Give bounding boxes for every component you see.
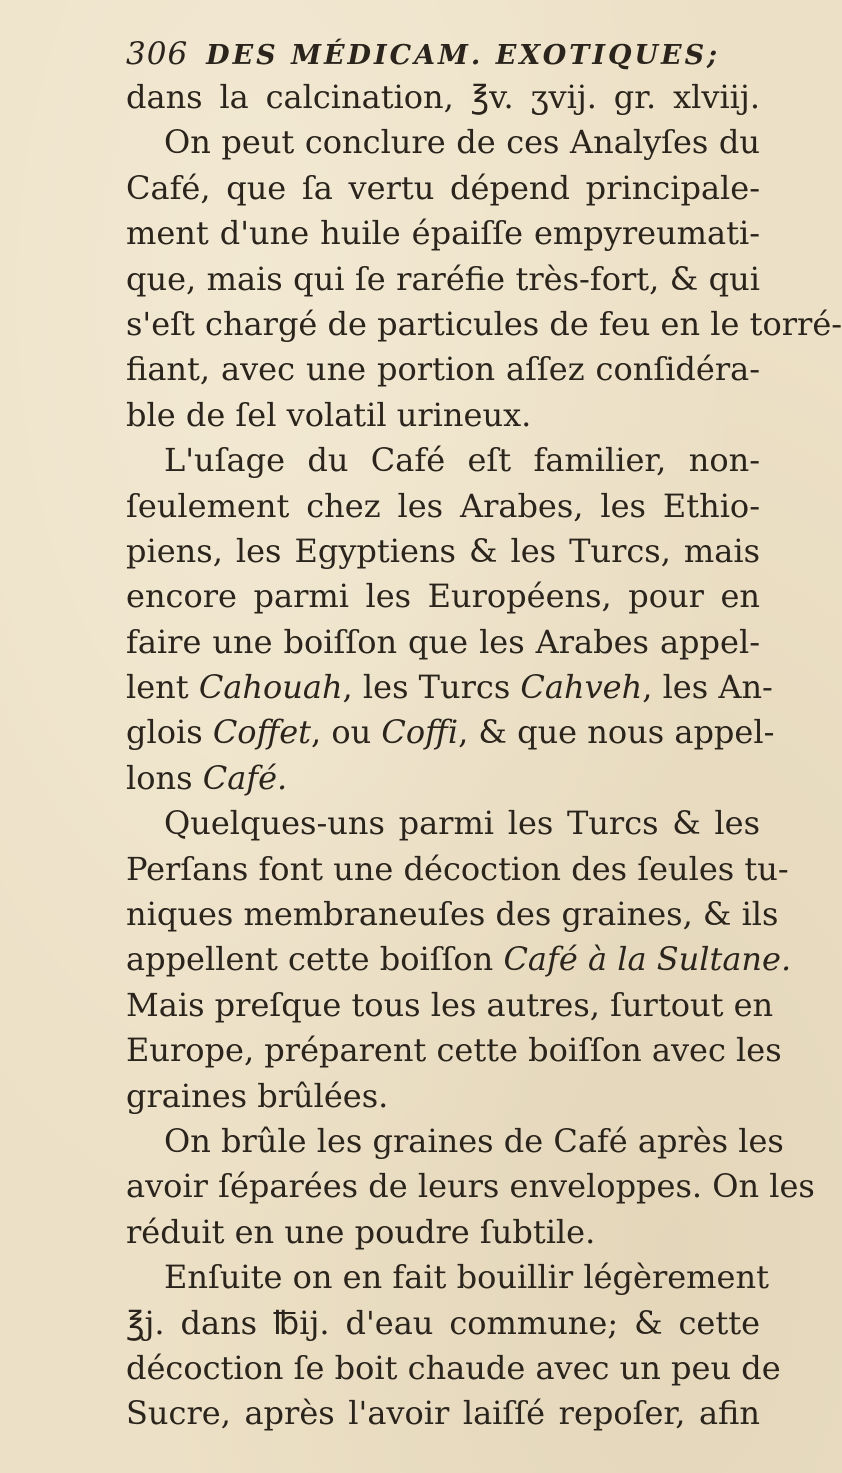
text-line: ℥j. dans ℔ij. d'eau commune; & cette bbox=[126, 1303, 760, 1342]
text-line: piens, les Egyptiens & les Turcs, mais bbox=[126, 531, 760, 570]
text-line: faire une boiſſon que les Arabes appel- bbox=[126, 622, 760, 661]
text-line: décoction ſe boit chaude avec un peu de bbox=[126, 1348, 781, 1387]
text-line: Europe, préparent cette boiſſon avec les bbox=[126, 1031, 782, 1070]
text-line: Mais preſque tous les autres, ſurtout en bbox=[126, 985, 774, 1024]
italic-term: Cahveh bbox=[520, 668, 643, 707]
text-line: L'uſage du Café eſt familier, non- bbox=[164, 441, 760, 480]
page-number: 306 bbox=[126, 36, 189, 72]
text-line: fiant, avec une portion aſſez conſidéra- bbox=[126, 350, 760, 389]
text-line: glois Coffet, ou Coffi, & que nous appel- bbox=[126, 713, 775, 752]
text-line: Perſans font une décoction des ſeules tu- bbox=[126, 849, 789, 888]
text-line: ble de ſel volatil urineux. bbox=[126, 395, 532, 434]
text-line: appellent cette boiſſon Café à la Sultane. bbox=[126, 940, 792, 979]
text-line: réduit en une poudre ſubtile. bbox=[126, 1212, 596, 1251]
text-line: Enſuite on en fait bouillir légèrement bbox=[164, 1258, 769, 1297]
text-line: On brûle les graines de Café après les bbox=[164, 1121, 784, 1160]
italic-term: Café à la Sultane. bbox=[503, 940, 792, 979]
text-line: dans la calcination, ℥v. ʒvij. gr. xlviij. bbox=[126, 78, 760, 116]
text-line: Quelques-uns parmi les Turcs & les bbox=[164, 804, 760, 843]
italic-term: Café. bbox=[202, 758, 288, 797]
running-title: DES MÉDICAM. EXOTIQUES; bbox=[206, 40, 721, 71]
text-line: avoir ſéparées de leurs enveloppes. On les bbox=[126, 1167, 815, 1206]
text-line: lons Café. bbox=[126, 758, 288, 797]
text-line: ſeulement chez les Arabes, les Ethio- bbox=[126, 486, 760, 525]
text-line: graines brûlées. bbox=[126, 1076, 389, 1115]
italic-term: Cahouah bbox=[198, 668, 343, 707]
running-header bbox=[126, 34, 760, 74]
text-line: Sucre, après l'avoir laiſſé repoſer, afin bbox=[126, 1394, 760, 1433]
text-line: s'eſt chargé de particules de feu en le torré- bbox=[126, 304, 842, 343]
text-line: lent Cahouah, les Turcs Cahveh, les An- bbox=[126, 668, 773, 707]
text-line: ment d'une huile épaiſſe empyreumati- bbox=[126, 214, 760, 253]
italic-term: Coffi bbox=[381, 713, 459, 752]
italic-term: Coffet bbox=[212, 713, 312, 752]
text-line: encore parmi les Européens, pour en bbox=[126, 577, 760, 616]
text-line: Café, que ſa vertu dépend principale- bbox=[126, 168, 760, 207]
text-line: niques membraneuſes des graines, & ils bbox=[126, 895, 779, 934]
body-text bbox=[126, 75, 842, 1437]
text-line: On peut conclure de ces Analyſes du bbox=[164, 123, 760, 162]
text-line: que, mais qui ſe raréfie très-fort, & qui bbox=[126, 259, 760, 298]
